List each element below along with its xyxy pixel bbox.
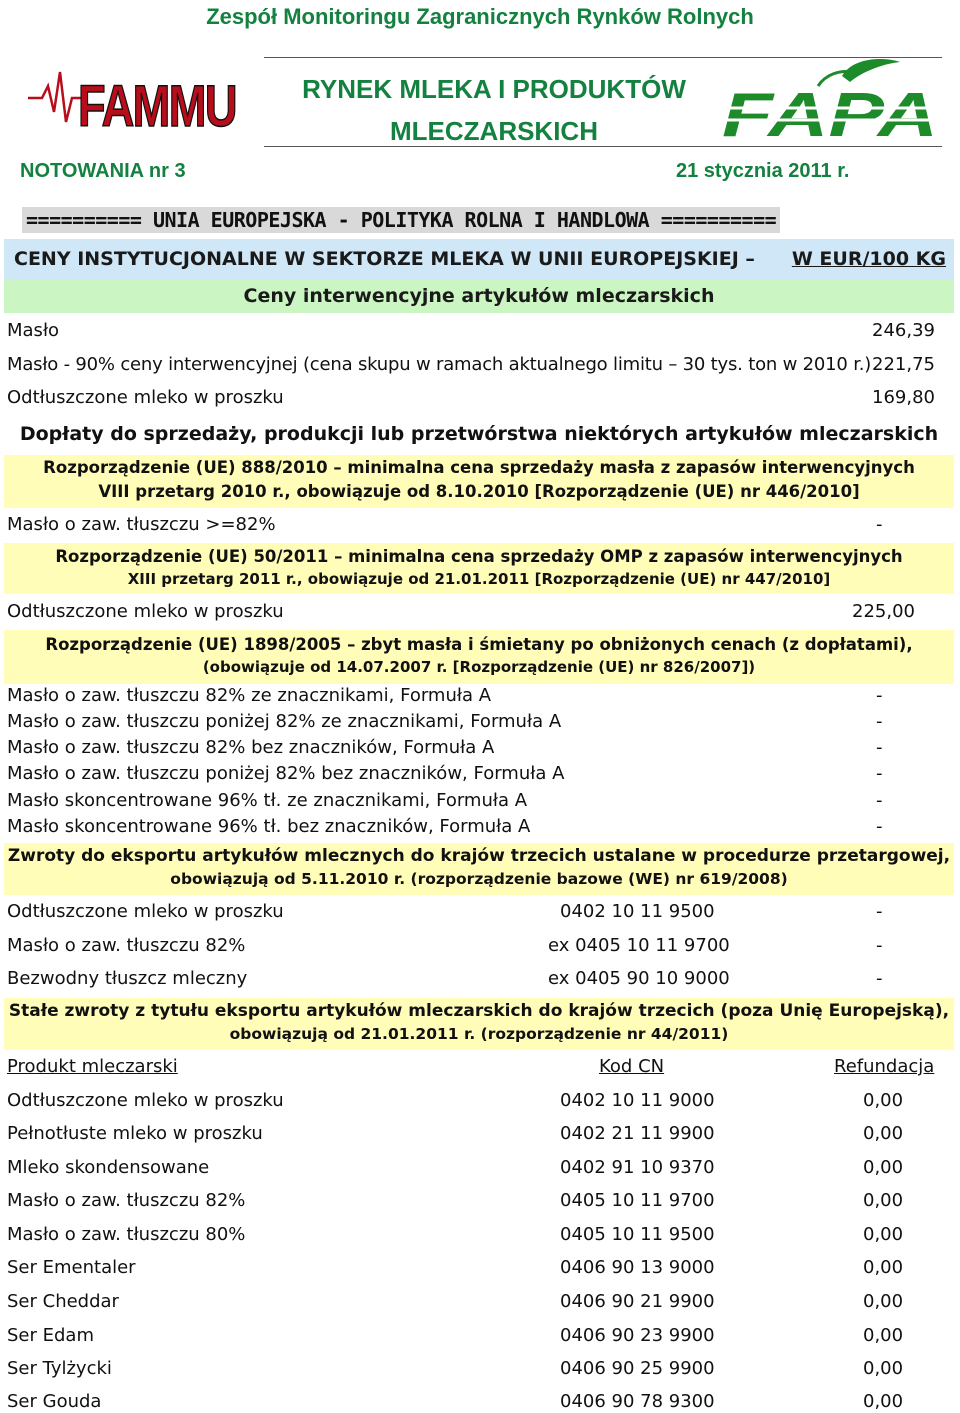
regulation-50-line1: Rozporządzenie (UE) 50/2011 – minimalna cena sprzedaży OMP z zapasów interwencyjnych	[55, 547, 903, 566]
intervention-subtitle: Ceny interwencyjne artykułów mleczarskich	[4, 279, 954, 313]
tender-row-code: ex 0405 10 11 9700	[548, 935, 730, 956]
refund-row-code: 0406 90 13 9000	[560, 1257, 715, 1278]
refund-row-value: 0,00	[863, 1325, 904, 1346]
price-row-label: Masło	[7, 320, 60, 341]
org-title: Zespół Monitoringu Zagranicznych Rynków Rolnych	[206, 4, 754, 29]
refund-row-label: Masło o zaw. tłuszczu 82%	[7, 1190, 246, 1211]
refund-row-code: 0402 10 11 9000	[560, 1090, 715, 1111]
regulation-50-box	[4, 543, 954, 594]
report-title	[270, 68, 718, 152]
refund-row-label: Ser Ementaler	[7, 1257, 136, 1278]
price-row-value: 169,80	[872, 387, 935, 408]
price-row-value: 246,39	[872, 320, 935, 341]
refund-row-label: Pełnotłuste mleko w proszku	[7, 1123, 263, 1144]
price-row-label: Masło - 90% ceny interwencyjnej (cena skupu w ramach aktualnego limitu – 30 tys. ton w 2010 r.)	[7, 354, 872, 375]
fammu-logo	[28, 62, 240, 140]
tender-refunds-line1: Zwroty do eksportu artykułów mlecznych do krajów trzecich ustalane w procedurze przetargowej,	[7, 846, 951, 866]
fixed-refunds-box	[4, 998, 954, 1050]
institutional-prices-bar	[4, 239, 954, 279]
tender-row-code: ex 0405 90 10 9000	[548, 968, 730, 989]
section-bar: ========== UNIA EUROPEJSKA - POLITYKA ROLNA I HANDLOWA ==========	[22, 207, 780, 233]
butter-row-value: -	[876, 816, 883, 837]
subsidies-heading: Dopłaty do sprzedaży, produkcji lub przetwórstwa niektórych artykułów mleczarskich	[19, 423, 939, 445]
butter-row-value: -	[876, 685, 883, 706]
butter-row-label: Masło o zaw. tłuszczu 82% bez znaczników, Formuła A	[7, 737, 495, 758]
refund-row-code: 0402 21 11 9900	[560, 1123, 715, 1144]
refund-row-code: 0406 90 23 9900	[560, 1325, 715, 1346]
tender-row-label: Bezwodny tłuszcz mleczny	[7, 968, 248, 989]
fapa-logo	[722, 56, 942, 150]
tender-row-label: Masło o zaw. tłuszczu 82%	[7, 935, 246, 956]
butter-row-label: Masło o zaw. tłuszczu 82% ze znacznikami, Formuła A	[7, 685, 492, 706]
tender-row-value: -	[876, 935, 883, 956]
regulation-50-line2: XIII przetarg 2011 r., obowiązuje od 21.01.2011 [Rozporządzenie (UE) nr 447/2010]	[127, 570, 831, 588]
butter-row-value: -	[876, 711, 883, 732]
refund-row-label: Ser Cheddar	[7, 1291, 119, 1312]
refund-row-code: 0406 90 21 9900	[560, 1291, 715, 1312]
regulation-888-line2: VIII przetarg 2010 r., obowiązuje od 8.10.2010 [Rozporządzenie (UE) nr 446/2010]	[98, 482, 860, 501]
tender-row-value: -	[876, 968, 883, 989]
tender-row-value: -	[876, 901, 883, 922]
refund-row-value: 0,00	[863, 1090, 904, 1111]
subsidy-row-value: -	[876, 514, 883, 535]
refund-row-label: Ser Gouda	[7, 1391, 102, 1412]
refund-row-code: 0406 90 25 9900	[560, 1358, 715, 1379]
report-title-line1: RYNEK MLEKA I PRODUKTÓW	[302, 74, 686, 104]
subsidy-row-value: 225,00	[852, 601, 915, 622]
tender-refunds-box	[4, 843, 954, 895]
refund-row-value: 0,00	[863, 1257, 904, 1278]
refund-row-label: Odtłuszczone mleko w proszku	[7, 1090, 284, 1111]
refund-row-value: 0,00	[863, 1291, 904, 1312]
regulation-888-box	[4, 455, 954, 508]
column-header-cn-code: Kod CN	[599, 1056, 665, 1077]
butter-row-value: -	[876, 790, 883, 811]
tender-refunds-line2: obowiązują od 5.11.2010 r. (rozporządzenie bazowe (WE) nr 619/2008)	[170, 870, 788, 888]
fixed-refunds-line2: obowiązują od 21.01.2011 r. (rozporządzenie nr 44/2011)	[229, 1025, 729, 1043]
price-row-value: 221,75	[872, 354, 935, 375]
institutional-unit: W EUR/100 KG	[791, 248, 946, 270]
fixed-refunds-line1: Stałe zwroty z tytułu eksportu artykułów mleczarskich do krajów trzecich (poza Unię Europejską),	[8, 1001, 950, 1021]
refund-row-value: 0,00	[863, 1123, 904, 1144]
butter-row-label: Masło skoncentrowane 96% tł. ze znacznikami, Formuła A	[7, 790, 528, 811]
butter-row-label: Masło skoncentrowane 96% tł. bez znaczników, Formuła A	[7, 816, 531, 837]
refund-row-label: Masło o zaw. tłuszczu 80%	[7, 1224, 246, 1245]
column-header-product: Produkt mleczarski	[7, 1056, 178, 1077]
report-title-line2: MLECZARSKICH	[390, 116, 598, 146]
refund-row-value: 0,00	[863, 1358, 904, 1379]
subsidy-row-label: Odtłuszczone mleko w proszku	[7, 601, 284, 622]
butter-row-label: Masło o zaw. tłuszczu poniżej 82% ze znacznikami, Formuła A	[7, 711, 562, 732]
refund-row-code: 0406 90 78 9300	[560, 1391, 715, 1412]
butter-row-value: -	[876, 763, 883, 784]
fammu-logo-text: FAMMU	[78, 74, 236, 139]
regulation-888-line1: Rozporządzenie (UE) 888/2010 – minimalna cena sprzedaży masła z zapasów interwencyjnych	[43, 458, 915, 477]
refund-row-label: Mleko skondensowane	[7, 1157, 210, 1178]
refund-row-value: 0,00	[863, 1157, 904, 1178]
regulation-1898-box	[4, 630, 954, 684]
regulation-1898-line2: (obowiązuje od 14.07.2007 r. [Rozporządzenie (UE) nr 826/2007])	[202, 658, 756, 676]
refund-row-label: Ser Tylżycki	[7, 1358, 112, 1379]
institutional-title: CENY INSTYTUCJONALNE W SEKTORZE MLEKA W UNII EUROPEJSKIEJ –	[14, 248, 755, 270]
column-header-refund: Refundacja	[834, 1056, 935, 1077]
refund-row-code: 0405 10 11 9500	[560, 1224, 715, 1245]
refund-row-label: Ser Edam	[7, 1325, 94, 1346]
regulation-1898-line1: Rozporządzenie (UE) 1898/2005 – zbyt masła i śmietany po obniżonych cenach (z dopłatami),	[45, 635, 913, 654]
butter-row-value: -	[876, 737, 883, 758]
refund-row-value: 0,00	[863, 1391, 904, 1412]
refund-row-code: 0402 91 10 9370	[560, 1157, 715, 1178]
tender-row-code: 0402 10 11 9500	[560, 901, 715, 922]
tender-row-label: Odtłuszczone mleko w proszku	[7, 901, 284, 922]
refund-row-value: 0,00	[863, 1224, 904, 1245]
butter-row-label: Masło o zaw. tłuszczu poniżej 82% bez znaczników, Formuła A	[7, 763, 565, 784]
refund-row-value: 0,00	[863, 1190, 904, 1211]
fapa-logo-text: FAPA	[722, 81, 938, 150]
issue-number: NOTOWANIA nr 3	[20, 160, 186, 182]
refund-row-code: 0405 10 11 9700	[560, 1190, 715, 1211]
issue-date: 21 stycznia 2011 r.	[676, 160, 850, 182]
subsidy-row-label: Masło o zaw. tłuszczu >=82%	[7, 514, 276, 535]
price-row-label: Odtłuszczone mleko w proszku	[7, 387, 284, 408]
